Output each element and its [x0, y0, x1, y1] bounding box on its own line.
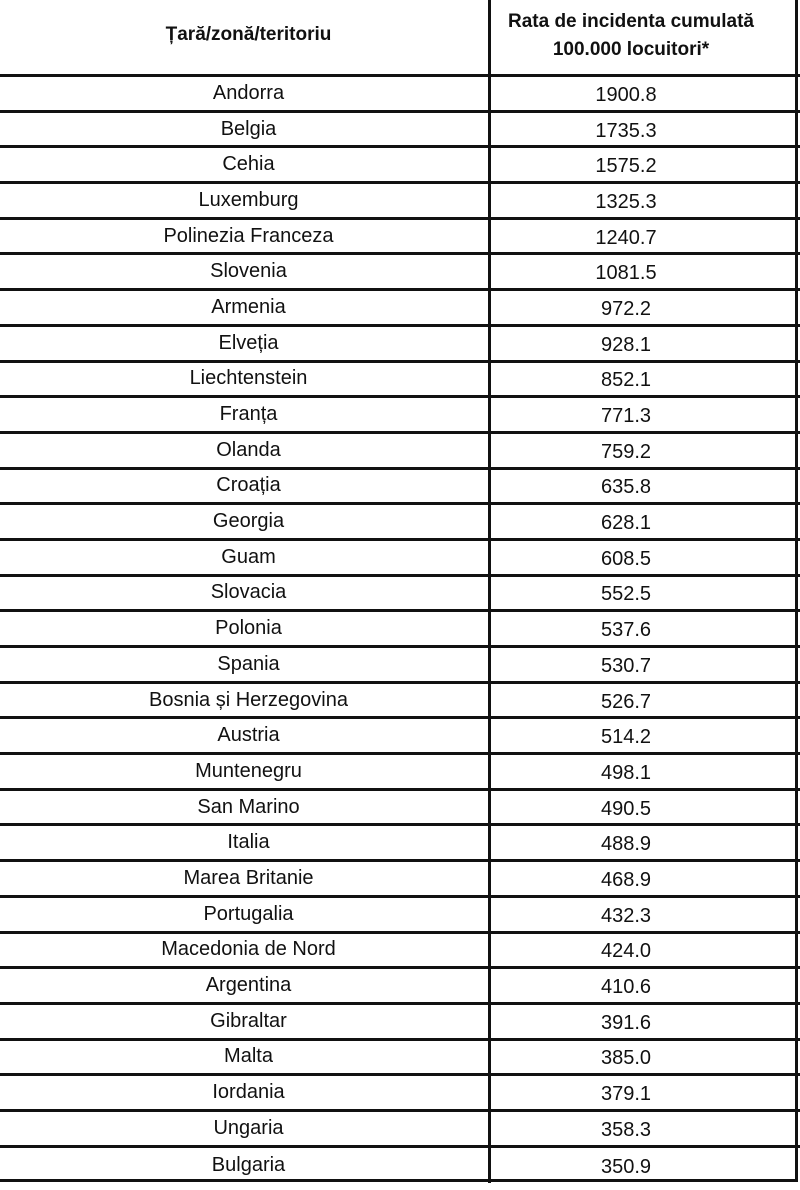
- country-name: Iordania: [212, 1081, 285, 1104]
- table-row-rate-cell: [491, 470, 800, 506]
- table-row-country-cell: [0, 791, 491, 827]
- table-row-country-cell: [0, 1112, 491, 1148]
- table-row-country-cell: [0, 255, 491, 291]
- incidence-rate: 1325.3: [595, 190, 657, 213]
- table-row-rate-cell: [491, 327, 800, 363]
- country-name: Belgia: [220, 117, 277, 140]
- incidence-rate: 972.2: [600, 297, 652, 320]
- table-row-rate-cell: [491, 434, 800, 470]
- table-row-rate-cell: [491, 148, 800, 184]
- table-row-rate-cell: [491, 1041, 800, 1077]
- table-row-country-cell: [0, 1041, 491, 1077]
- table-row-country-cell: [0, 113, 491, 149]
- table-row-rate-cell: [491, 184, 800, 220]
- table-row-rate-cell: [491, 862, 800, 898]
- incidence-rate: 852.1: [600, 369, 652, 392]
- incidence-rate: 350.9: [600, 1155, 652, 1178]
- incidence-rate: 410.6: [600, 976, 652, 999]
- table-row-country-cell: [0, 755, 491, 791]
- incidence-rate: 1735.3: [595, 119, 657, 142]
- table-row-rate-cell: [491, 255, 800, 291]
- incidence-rate: 608.5: [600, 547, 652, 570]
- incidence-rate: 424.0: [600, 940, 652, 963]
- table-row-country-cell: [0, 470, 491, 506]
- header-rate: [491, 0, 800, 77]
- country-name: Portugalia: [203, 902, 294, 925]
- table-row-rate-cell: [491, 826, 800, 862]
- table-row-country-cell: [0, 934, 491, 970]
- incidence-rate: 928.1: [600, 333, 652, 356]
- table-row-country-cell: [0, 434, 491, 470]
- country-name: Guam: [221, 545, 276, 568]
- country-name: Liechtenstein: [189, 367, 308, 390]
- incidence-rate: 379.1: [600, 1083, 652, 1106]
- table-row-country-cell: [0, 1005, 491, 1041]
- table-row-rate-cell: [491, 684, 800, 720]
- incidence-rate: 391.6: [600, 1011, 652, 1034]
- country-name: Andorra: [212, 81, 285, 104]
- table-row-country-cell: [0, 1076, 491, 1112]
- table-row-rate-cell: [491, 1148, 800, 1184]
- table-row-country-cell: [0, 505, 491, 541]
- country-name: Elveția: [218, 331, 279, 354]
- country-name: Ungaria: [213, 1116, 284, 1139]
- incidence-rate: 358.3: [600, 1118, 652, 1141]
- header-rate-line2: 100.000 locuitori*: [552, 38, 710, 60]
- table-row-country-cell: [0, 184, 491, 220]
- country-name: Polinezia Franceza: [163, 224, 334, 247]
- table-row-rate-cell: [491, 113, 800, 149]
- incidence-rate: 1240.7: [595, 226, 657, 249]
- country-name: Marea Britanie: [183, 866, 314, 889]
- incidence-rate: 771.3: [600, 405, 652, 428]
- country-name: Austria: [217, 724, 280, 747]
- incidence-rate: 1575.2: [595, 155, 657, 178]
- table-row-rate-cell: [491, 291, 800, 327]
- incidence-rate: 526.7: [600, 690, 652, 713]
- country-name: San Marino: [197, 795, 300, 818]
- country-name: Luxemburg: [198, 188, 299, 211]
- table-row-rate-cell: [491, 1112, 800, 1148]
- table-row-country-cell: [0, 398, 491, 434]
- country-name: Muntenegru: [195, 759, 302, 782]
- country-name: Croația: [216, 474, 281, 497]
- table-row-country-cell: [0, 148, 491, 184]
- table-row-country-cell: [0, 684, 491, 720]
- table-row-country-cell: [0, 363, 491, 399]
- table-row-rate-cell: [491, 791, 800, 827]
- incidence-rate: 635.8: [600, 476, 652, 499]
- incidence-rate: 385.0: [600, 1047, 652, 1070]
- incidence-rate: 552.5: [600, 583, 652, 606]
- table-row-country-cell: [0, 220, 491, 256]
- incidence-rate: 628.1: [600, 512, 652, 535]
- table-row-rate-cell: [491, 648, 800, 684]
- country-name: Armenia: [211, 295, 286, 318]
- country-name: Argentina: [205, 974, 292, 997]
- table-row-country-cell: [0, 612, 491, 648]
- country-name: Malta: [224, 1045, 273, 1068]
- country-name: Gibraltar: [210, 1009, 287, 1032]
- incidence-rate: 498.1: [600, 761, 652, 784]
- incidence-rate: 1900.8: [595, 83, 657, 106]
- incidence-rate: 514.2: [600, 726, 652, 749]
- incidence-rate: 1081.5: [595, 262, 657, 285]
- incidence-rate: 488.9: [600, 833, 652, 856]
- country-name: Bosnia și Herzegovina: [149, 688, 348, 711]
- incidence-rate: 537.6: [600, 619, 652, 642]
- incidence-rate: 530.7: [600, 654, 652, 677]
- table-row-rate-cell: [491, 77, 800, 113]
- table-row-country-cell: [0, 648, 491, 684]
- country-name: Italia: [227, 831, 270, 854]
- table-row-rate-cell: [491, 1005, 800, 1041]
- table-row-rate-cell: [491, 398, 800, 434]
- country-name: Franța: [219, 403, 278, 426]
- table-row-country-cell: [0, 77, 491, 113]
- country-name: Polonia: [215, 617, 282, 640]
- table-row-rate-cell: [491, 541, 800, 577]
- table-row-rate-cell: [491, 577, 800, 613]
- table-row-country-cell: [0, 826, 491, 862]
- country-name: Slovacia: [210, 581, 287, 604]
- table-row-rate-cell: [491, 1076, 800, 1112]
- incidence-rate: 432.3: [600, 904, 652, 927]
- table-row-rate-cell: [491, 719, 800, 755]
- table-row-rate-cell: [491, 612, 800, 648]
- country-name: Georgia: [212, 510, 285, 533]
- table-row-country-cell: [0, 719, 491, 755]
- table-row-rate-cell: [491, 969, 800, 1005]
- country-name: Cehia: [222, 153, 275, 176]
- table-row-country-cell: [0, 862, 491, 898]
- country-name: Slovenia: [210, 260, 287, 283]
- incidence-rate: 490.5: [600, 797, 652, 820]
- table-row-country-cell: [0, 577, 491, 613]
- header-rate-line1: Rata de incidenta cumulată: [507, 10, 754, 32]
- header-country: [0, 0, 491, 77]
- table-row-rate-cell: [491, 505, 800, 541]
- country-name: Olanda: [216, 438, 281, 461]
- table-row-country-cell: [0, 541, 491, 577]
- country-name: Macedonia de Nord: [161, 938, 336, 961]
- country-name: Spania: [217, 652, 280, 675]
- table-row-rate-cell: [491, 755, 800, 791]
- table-row-country-cell: [0, 1148, 491, 1184]
- incidence-rate: 468.9: [600, 868, 652, 891]
- country-name: Bulgaria: [211, 1153, 286, 1176]
- table-row-rate-cell: [491, 363, 800, 399]
- table-row-country-cell: [0, 898, 491, 934]
- incidence-rate: 759.2: [600, 440, 652, 463]
- table-row-rate-cell: [491, 220, 800, 256]
- table-row-country-cell: [0, 291, 491, 327]
- header-country-label: Țară/zonă/teritoriu: [165, 23, 332, 45]
- table-row-rate-cell: [491, 934, 800, 970]
- table-row-country-cell: [0, 969, 491, 1005]
- table-row-country-cell: [0, 327, 491, 363]
- table-row-rate-cell: [491, 898, 800, 934]
